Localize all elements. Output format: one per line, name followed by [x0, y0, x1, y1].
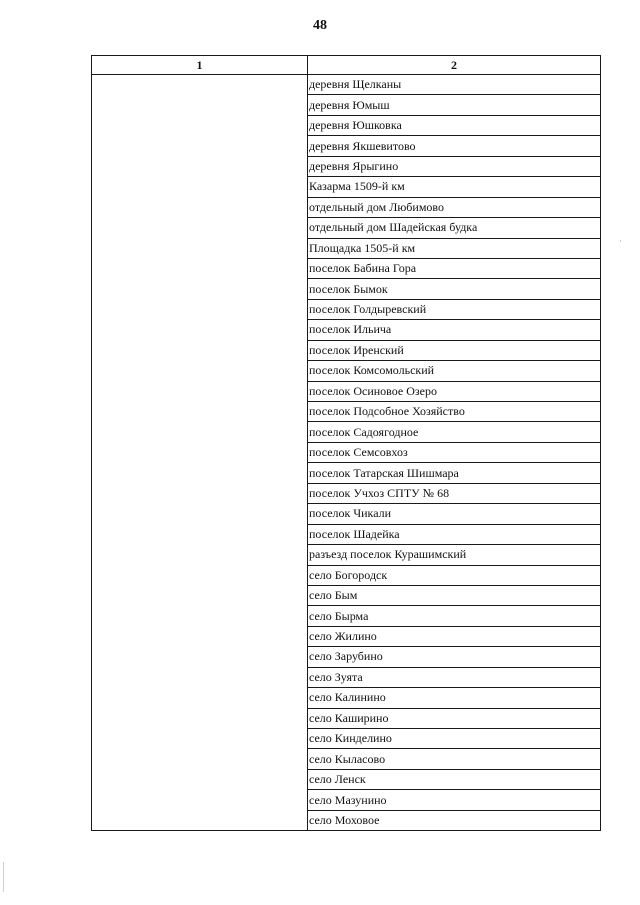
settlement-name-cell: поселок Иренский: [308, 340, 601, 360]
settlement-name-cell: поселок Голдыревский: [308, 299, 601, 319]
settlement-name-cell: поселок Чикали: [308, 504, 601, 524]
settlement-name-cell: Площадка 1505-й км: [308, 238, 601, 258]
settlement-name-cell: село Мазунино: [308, 790, 601, 810]
settlement-name-cell: село Зарубино: [308, 647, 601, 667]
settlement-name-cell: поселок Семсовхоз: [308, 442, 601, 462]
column-header-2: 2: [308, 56, 601, 75]
settlement-name-cell: поселок Шадейка: [308, 524, 601, 544]
settlement-name-cell: село Бырма: [308, 606, 601, 626]
settlement-name-cell: отдельный дом Любимово: [308, 197, 601, 217]
settlement-name-cell: поселок Подсобное Хозяйство: [308, 402, 601, 422]
settlement-name-cell: деревня Юмыш: [308, 95, 601, 115]
settlement-name-cell: поселок Учхоз СПТУ № 68: [308, 483, 601, 503]
settlement-name-cell: поселок Ильича: [308, 320, 601, 340]
settlements-table: [91, 55, 601, 831]
settlement-name-cell: село Каширино: [308, 708, 601, 728]
settlement-name-cell: деревня Ярыгино: [308, 156, 601, 176]
settlement-name-cell: деревня Юшковка: [308, 115, 601, 135]
settlement-name-cell: поселок Бымок: [308, 279, 601, 299]
settlement-name-cell: деревня Щелканы: [308, 75, 601, 95]
settlement-name-cell: село Кинделино: [308, 729, 601, 749]
settlement-name-cell: село Моховое: [308, 810, 601, 830]
settlement-name-cell: Казарма 1509-й км: [308, 177, 601, 197]
settlement-name-cell: поселок Комсомольский: [308, 361, 601, 381]
table-body: [92, 75, 601, 831]
settlement-name-cell: поселок Садоягодное: [308, 422, 601, 442]
column-header-1: 1: [92, 56, 308, 75]
settlement-name-cell: село Жилино: [308, 626, 601, 646]
scan-artifact: [3, 862, 4, 892]
settlement-name-cell: деревня Якшевитово: [308, 136, 601, 156]
settlement-name-cell: село Бым: [308, 585, 601, 605]
settlement-name-cell: село Зуята: [308, 667, 601, 687]
settlement-name-cell: село Ленск: [308, 769, 601, 789]
table-row: [92, 75, 601, 95]
settlement-name-cell: село Богородск: [308, 565, 601, 585]
settlement-name-cell: отдельный дом Шадейская будка: [308, 218, 601, 238]
settlement-name-cell: поселок Татарская Шишмара: [308, 463, 601, 483]
scan-artifact: [620, 240, 621, 242]
settlement-name-cell: село Кыласово: [308, 749, 601, 769]
settlement-name-cell: разъезд поселок Курашимский: [308, 545, 601, 565]
table-header-row: [92, 56, 601, 75]
settlement-name-cell: поселок Осиновое Озеро: [308, 381, 601, 401]
settlement-name-cell: село Калинино: [308, 688, 601, 708]
settlement-name-cell: поселок Бабина Гора: [308, 258, 601, 278]
page-number: 48: [313, 18, 327, 33]
column-1-cell: [92, 75, 308, 831]
